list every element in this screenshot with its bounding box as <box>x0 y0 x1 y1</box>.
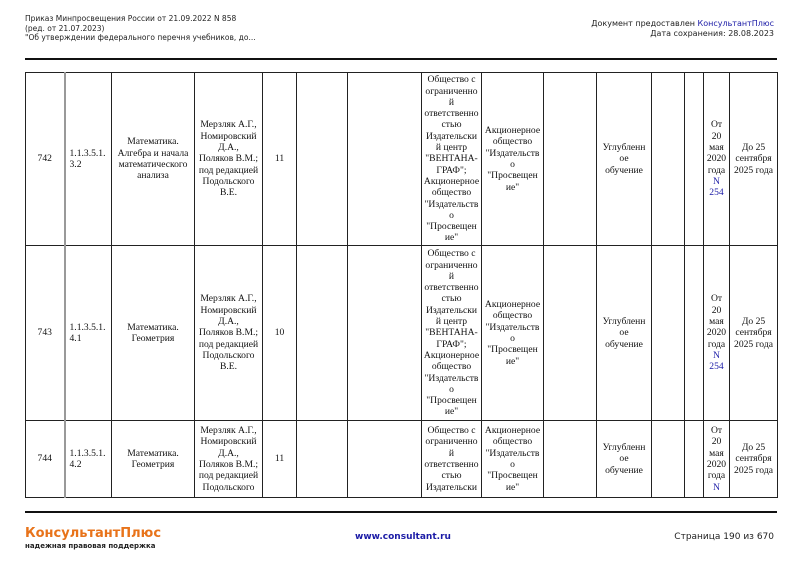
cell-c7 <box>348 246 422 421</box>
cell-level: Углубленн ое обучение <box>597 421 652 498</box>
footer-tagline: надежная правовая поддержка <box>25 542 156 550</box>
cell-num: 744 <box>26 421 65 498</box>
order-link[interactable]: N 254 <box>709 175 724 199</box>
footer-logo: КонсультантПлюс <box>25 526 162 541</box>
date-from-text: От 20 мая 2020 года <box>706 119 727 176</box>
cell-grade: 11 <box>263 421 297 498</box>
cell-c12 <box>652 73 685 246</box>
order-link[interactable]: N <box>713 481 720 493</box>
cell-publisher: Общество с ограниченно й ответственно стью Издательски й центр "ВЕНТАНА- ГРАФ"; Акционерное общество "Издательств о "Просвещен ие" <box>422 246 482 421</box>
cell-c6 <box>297 73 348 246</box>
cell-c10 <box>544 246 597 421</box>
cell-c13 <box>685 421 704 498</box>
cell-num: 743 <box>26 246 65 421</box>
cell-c12 <box>652 246 685 421</box>
cell-c7 <box>348 421 422 498</box>
doc-edition-line: (ред. от 21.07.2023) <box>25 23 105 33</box>
cell-date-to: До 25 сентября 2025 года <box>730 246 778 421</box>
cell-date-from <box>704 246 730 421</box>
cell-c13 <box>685 246 704 421</box>
table-row <box>26 246 778 421</box>
doc-subject-line: "Об утверждении федерального перечня учебников, до... <box>25 33 256 42</box>
cell-c7 <box>348 73 422 246</box>
cell-title: Математика. Алгебра и начала математического анализа <box>112 73 195 246</box>
cell-authors: Мерзляк А.Г., Номировский Д.А., Поляков В.М.; под редакцией Подольского В.Е. <box>195 246 263 421</box>
order-link[interactable]: N 254 <box>709 349 724 373</box>
doc-title-line: Приказ Минпросвещения России от 21.09.2022 N 858 <box>25 14 237 23</box>
cell-c10 <box>544 73 597 246</box>
cell-publisher2: Акционерное общество "Издательств о "Просвещен ие" <box>482 421 544 498</box>
cell-grade: 11 <box>263 73 297 246</box>
footer-divider <box>25 511 777 513</box>
cell-publisher2: Акционерное общество "Издательств о "Просвещен ие" <box>482 73 544 246</box>
document-title <box>25 14 256 43</box>
page-counter: Страница 190 из 670 <box>674 532 774 542</box>
cell-title: Математика. Геометрия <box>112 421 195 498</box>
cell-c13 <box>685 73 704 246</box>
table-row <box>26 73 778 246</box>
cell-code: 1.1.3.5.1. 4.1 <box>65 246 112 421</box>
cell-c10 <box>544 421 597 498</box>
date-from-text: От 20 мая 2020 года <box>706 293 727 350</box>
cell-c6 <box>297 246 348 421</box>
cell-code: 1.1.3.5.1. 4.2 <box>65 421 112 498</box>
cell-date-from <box>704 73 730 246</box>
cell-authors: Мерзляк А.Г., Номировский Д.А., Поляков В.М.; под редакцией Подольского <box>195 421 263 498</box>
cell-level: Углубленн ое обучение <box>597 246 652 421</box>
footer-url-link[interactable]: www.consultant.ru <box>355 532 451 542</box>
provider-brand-link[interactable]: КонсультантПлюс <box>697 19 774 28</box>
cell-grade: 10 <box>263 246 297 421</box>
save-date: Дата сохранения: 28.08.2023 <box>650 29 774 38</box>
cell-publisher2: Акционерное общество "Издательств о "Просвещен ие" <box>482 246 544 421</box>
cell-code: 1.1.3.5.1. 3.2 <box>65 73 112 246</box>
cell-authors: Мерзляк А.Г., Номировский Д.А., Поляков В.М.; под редакцией Подольского В.Е. <box>195 73 263 246</box>
header-divider <box>25 58 777 60</box>
cell-publisher: Общество с ограниченно й ответственно стью Издательски й центр "ВЕНТАНА- ГРАФ"; Акционерное общество "Издательств о "Просвещен ие" <box>422 73 482 246</box>
textbook-table <box>25 72 778 498</box>
cell-c12 <box>652 421 685 498</box>
cell-publisher: Общество с ограниченно й ответственно стью Издательски <box>422 421 482 498</box>
cell-date-to: До 25 сентября 2025 года <box>730 421 778 498</box>
cell-level: Углубленн ое обучение <box>597 73 652 246</box>
provided-by-label: Документ предоставлен <box>591 19 698 28</box>
cell-c6 <box>297 421 348 498</box>
cell-num: 742 <box>26 73 65 246</box>
cell-date-from <box>704 421 730 498</box>
table-row <box>26 421 778 498</box>
cell-title: Математика. Геометрия <box>112 246 195 421</box>
cell-date-to: До 25 сентября 2025 года <box>730 73 778 246</box>
provider-info <box>591 19 774 39</box>
date-from-text: От 20 мая 2020 года <box>706 425 727 482</box>
